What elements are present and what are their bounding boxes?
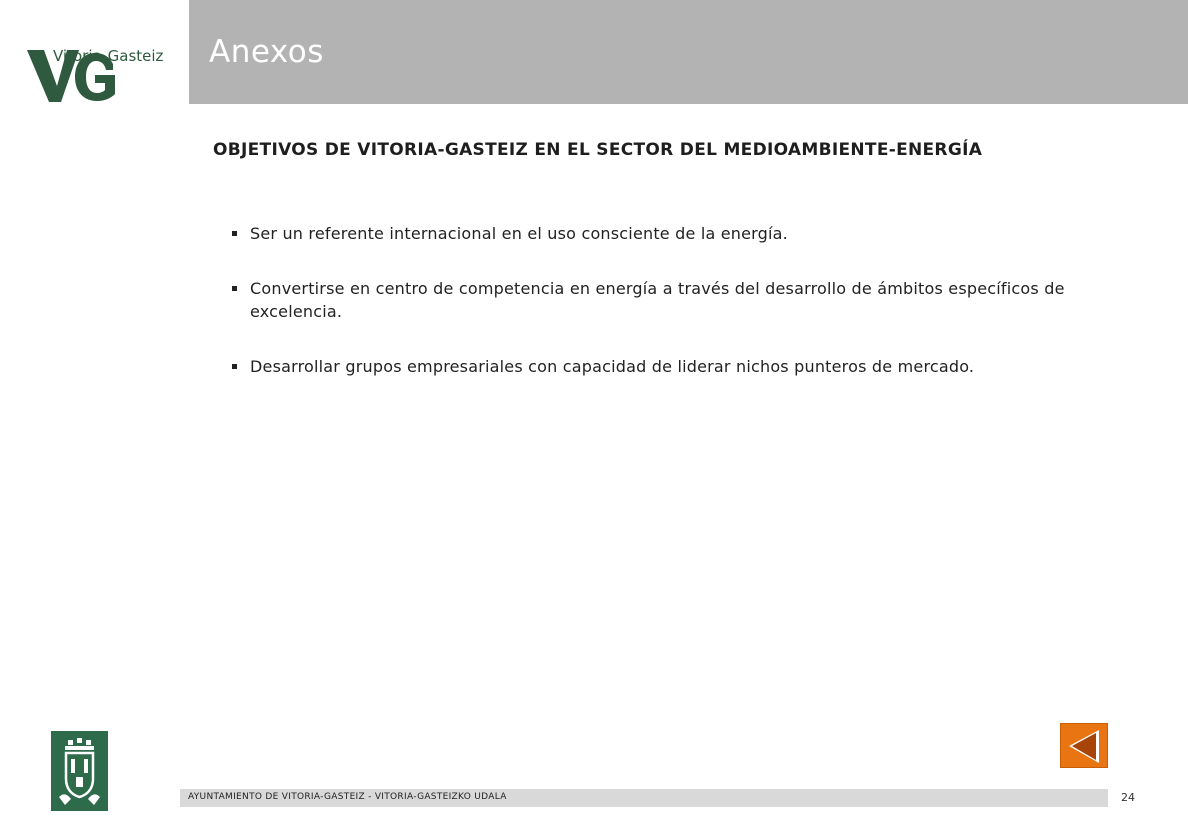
list-item-text: Desarrollar grupos empresariales con capacidad de liderar nichos punteros de mercado. — [250, 357, 975, 376]
objectives-list — [232, 222, 1102, 410]
square-bullet-icon — [232, 286, 237, 291]
square-bullet-icon — [232, 231, 237, 236]
page-number: 24 — [1121, 791, 1135, 804]
footer-text: AYUNTAMIENTO DE VITORIA-GASTEIZ - VITORIA-GASTEIZKO UDALA — [188, 792, 507, 802]
triangle-left-icon — [1061, 724, 1109, 769]
list-item — [232, 222, 1102, 245]
square-bullet-icon — [232, 364, 237, 369]
header-bar — [189, 0, 1188, 104]
page-title: Anexos — [209, 34, 324, 70]
city-crest-icon — [51, 731, 108, 811]
back-button[interactable] — [1060, 723, 1108, 768]
section-title: OBJETIVOS DE VITORIA-GASTEIZ EN EL SECTOR DEL MEDIOAMBIENTE-ENERGÍA — [213, 140, 983, 160]
footer-bar — [180, 789, 1108, 807]
list-item — [232, 355, 1102, 378]
brand-text: Vitoria-Gasteiz — [53, 47, 164, 65]
list-item-text: Ser un referente internacional en el uso consciente de la energía. — [250, 224, 788, 243]
list-item-text: Convertirse en centro de competencia en energía a través del desarrollo de ámbitos específicos de excelencia. — [250, 279, 1065, 321]
list-item — [232, 277, 1102, 323]
vitoria-gasteiz-logo — [27, 40, 172, 102]
